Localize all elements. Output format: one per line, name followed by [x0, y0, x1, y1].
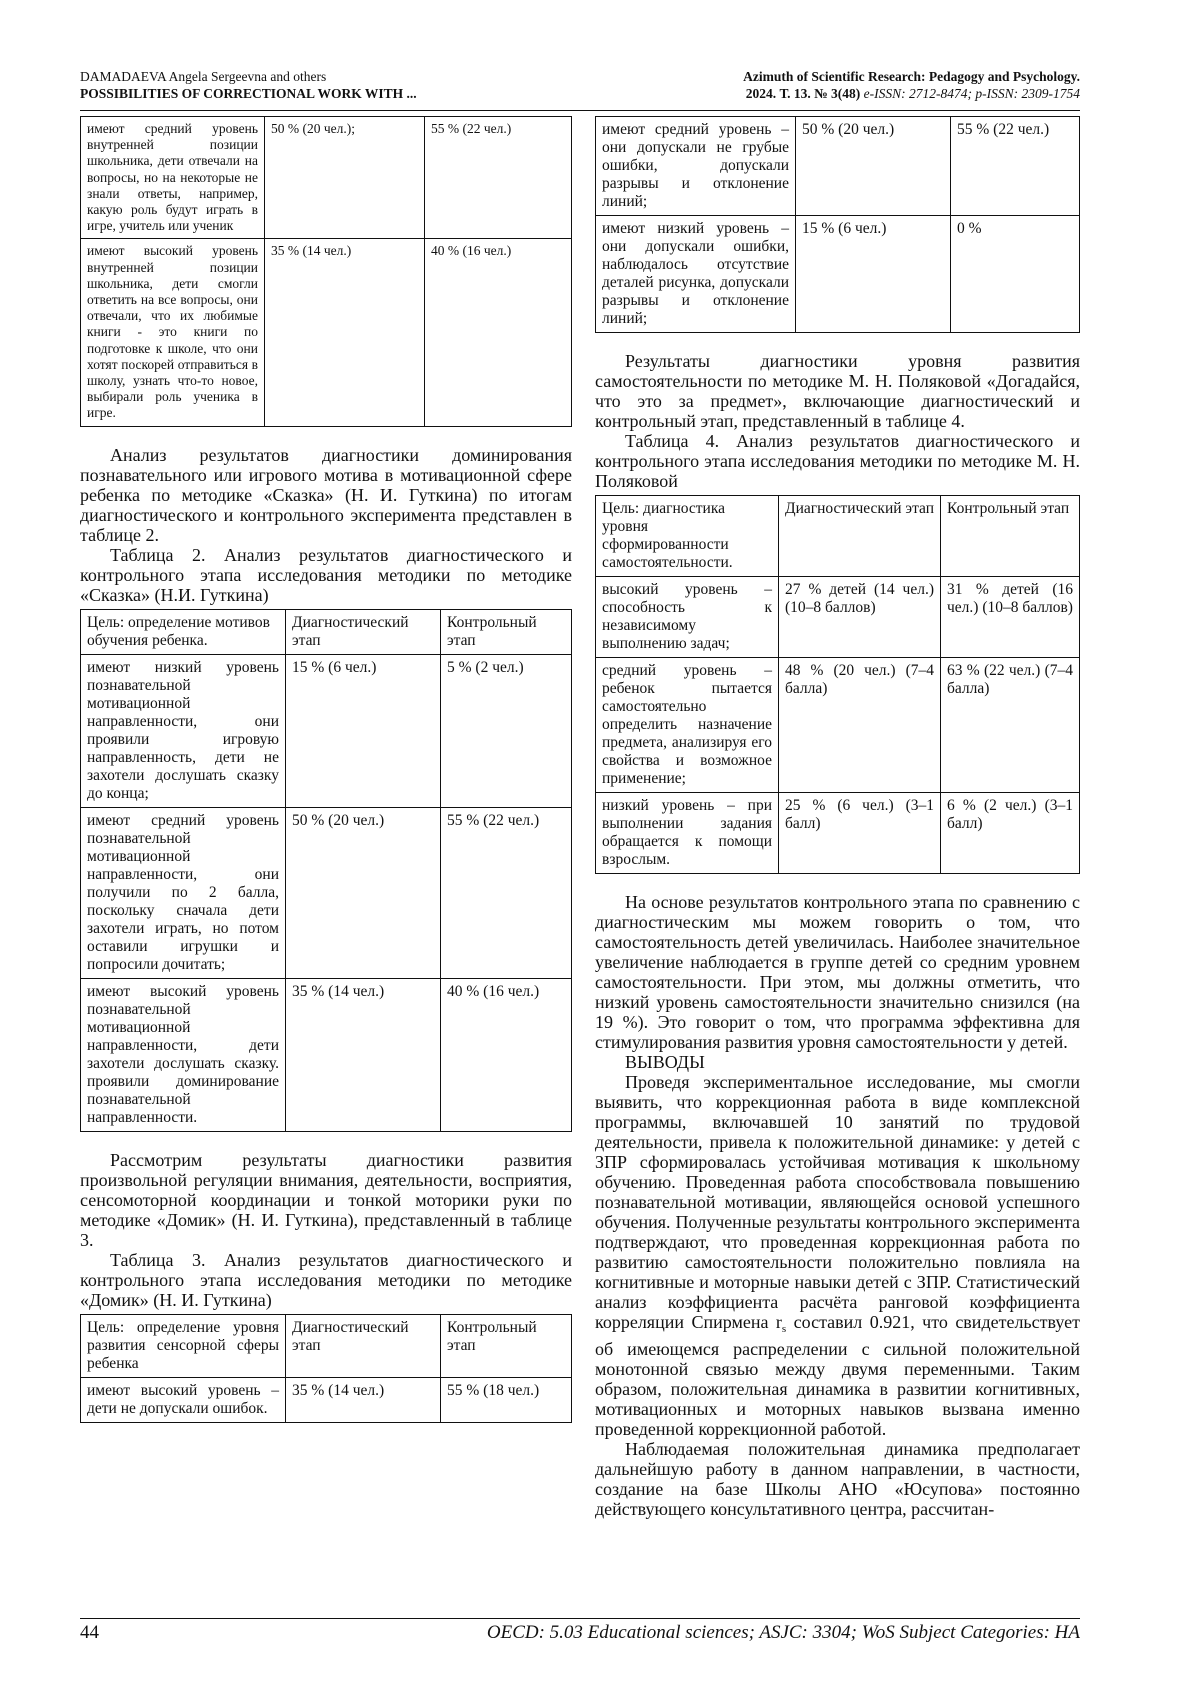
footer-classification: OECD: 5.03 Educational sciences; ASJC: 3304; WoS Subject Categories: HA [486, 1622, 1080, 1643]
table-cell-ctrl: 6 % (2 чел.) (3–1 балл) [941, 793, 1080, 874]
table-row [596, 117, 1080, 216]
table-cell-ctrl: 55 % (22 чел.) [951, 117, 1080, 216]
table-cell-label: имеют средний уровень внутренней позиции школьника, дети отвечали на вопросы, но на некоторые не знали ответы, например, какую роль будут играть в игре, учитель или ученик [81, 117, 265, 239]
table-cell-diag: 25 % (6 чел.) (3–1 балл) [779, 793, 941, 874]
table-cell-label: низкий уровень – при выполнении задания обращается к помощи взрослым. [596, 793, 779, 874]
table-3-caption: Таблица 3. Анализ результатов диагностического и контрольного этапа исследования методики по методике «Домик» (Н. И. Гуткина) [80, 1249, 572, 1310]
table-cell-ctrl: 55 % (22 чел.) [425, 117, 572, 239]
table-cell-diag: 50 % (20 чел.); [265, 117, 425, 239]
table-cell-label: имеют высокий уровень познавательной мотивационной направленности, дети захотели дослушать сказку. проявили доминирование познавательной направленности. [81, 978, 286, 1131]
header-issn: e-ISSN: 2712-8474; p-ISSN: 2309-1754 [863, 86, 1080, 101]
table-cell-diag: 50 % (20 чел.) [286, 807, 441, 978]
table-row [81, 117, 572, 239]
table-cell-label: средний уровень – ребенок пытается самостоятельно определить назначение предмета, анализируя его свойства и возможное применение; [596, 658, 779, 793]
table-cell-ctrl: 63 % (22 чел.) (7–4 балла) [941, 658, 1080, 793]
table-cell-ctrl: 55 % (22 чел.) [441, 807, 572, 978]
table-header-row [81, 609, 572, 654]
table-cell-label: имеют средний уровень – они допускали не грубые ошибки, допускали разрывы и отклонение линий; [596, 117, 796, 216]
table-head-diag: Диагностический этап [779, 496, 941, 577]
table-cell-ctrl: 55 % (18 чел.) [441, 1377, 572, 1422]
table-cell-diag: 35 % (14 чел.) [265, 239, 425, 426]
header-rule [80, 110, 1080, 111]
table-cell-ctrl: 5 % (2 чел.) [441, 654, 572, 807]
table-cell-diag: 35 % (14 чел.) [286, 978, 441, 1131]
table-header-row [81, 1314, 572, 1377]
paragraph-3: Результаты диагностики уровня развития самостоятельности по методике М. Н. Поляковой «Догадайся, что это за предмет», включающие диагностический и контрольный этап, представленный в таблице 4. [595, 351, 1080, 431]
table-cell-label: имеют низкий уровень – они допускали ошибки, наблюдалось отсутствие деталей рисунка, допускали разрывы и отклонение линий; [596, 216, 796, 333]
left-column [80, 116, 572, 1423]
table-cell-label: имеют средний уровень познавательной мотивационной направленности, они получили по 2 балла, поскольку сначала дети захотели играть, но потом оставили игрушки и попросили дочитать; [81, 807, 286, 978]
header-journal: Azimuth of Scientific Research: Pedagogy and Psychology. [743, 69, 1080, 84]
table-cell-ctrl: 31 % детей (16 чел.) (10–8 баллов) [941, 577, 1080, 658]
table-row [81, 654, 572, 807]
table-head-label: Цель: определение мотивов обучения ребенка. [81, 609, 286, 654]
table-row [81, 807, 572, 978]
table-row [81, 1377, 572, 1422]
page-number: 44 [80, 1622, 99, 1643]
header-right [743, 68, 1080, 102]
table-3 [80, 1314, 572, 1423]
table-row [596, 216, 1080, 333]
paragraph-4: На основе результатов контрольного этапа по сравнению с диагностическим мы можем говорить о том, что самостоятельность детей увеличилась. Наиболее значительное увеличение наблюдается в группе детей со средним уровнем самостоятельности. При этом, мы должны отметить, что низкий уровень самостоятельности значительно снизился (на 19 %). Это говорит о том, что программа эффективна для стимулирования развития уровня самостоятельности у детей. [595, 892, 1080, 1052]
header-author: DAMADAEVA Angela Sergeevna and others [80, 69, 327, 84]
table-2-caption: Таблица 2. Анализ результатов диагностического и контрольного этапа исследования методики по методике «Сказка» (Н.И. Гуткина) [80, 544, 572, 605]
table-cell-diag: 50 % (20 чел.) [796, 117, 951, 216]
table-cell-diag: 27 % детей (14 чел.) (10–8 баллов) [779, 577, 941, 658]
table-head-label: Цель: определение уровня развития сенсорной сферы ребенка [81, 1314, 286, 1377]
table-cell-diag: 48 % (20 чел.) (7–4 балла) [779, 658, 941, 793]
right-column [595, 116, 1080, 1519]
table-cell-ctrl: 0 % [951, 216, 1080, 333]
table-4-caption: Таблица 4. Анализ результатов диагностического и контрольного этапа исследования методики по методике М. Н. Поляковой [595, 431, 1080, 491]
table-2 [80, 609, 572, 1132]
table-3-continuation [595, 116, 1080, 333]
conclusions-heading: ВЫВОДЫ [625, 1052, 705, 1072]
table-cell-label: имеют низкий уровень познавательной мотивационной направленности, они проявили игровую направленность, дети не захотели дослушать сказку до конца; [81, 654, 286, 807]
header-issue: 2024. Т. 13. № 3(48) [745, 86, 861, 101]
paragraph-6: Наблюдаемая положительная динамика предполагает дальнейшую работу в данном направлении, в частности, создание на базе Школы АНО «Юсупова» постоянно действующего консультативного центра, рассчитан- [595, 1439, 1080, 1519]
paragraph-2: Рассмотрим результаты диагностики развития произвольной регуляции внимания, деятельности, восприятия, сенсомоторной координации и тонкой моторики руки по методике «Домик» (Н. И. Гуткина), представленный в таблице 3. [80, 1149, 572, 1250]
table-row [596, 793, 1080, 874]
table-4 [595, 495, 1080, 874]
table-row [596, 658, 1080, 793]
running-header [80, 68, 1080, 108]
table-cell-diag: 35 % (14 чел.) [286, 1377, 441, 1422]
table-head-ctrl: Контрольный этап [441, 1314, 572, 1377]
table-cell-ctrl: 40 % (16 чел.) [441, 978, 572, 1131]
table-cell-label: имеют высокий уровень – дети не допускали ошибок. [81, 1377, 286, 1422]
paragraph-1: Анализ результатов диагностики доминирования познавательного или игрового мотива в мотивационной сфере ребенка по методике «Сказка» (Н. И. Гуткина) по итогам диагностического и контрольного эксперимента представлен в таблице 2. [80, 444, 572, 545]
header-left [80, 68, 417, 102]
paragraph-5: Проведя экспериментальное исследование, мы смогли выявить, что коррекционная работа в виде комплексной программы, включавшей 10 занятий по трудовой деятельности, привела к положительной динамике: у детей с ЗПР сформировалась устойчивая мотивация к школьному обучению. Проведенная работа способствовала повышению познавательной мотивации, являющейся основой успешного обучения. Полученные результаты контрольного эксперимента подтверждают, что проведенная коррекционная работа по развитию самостоятельности положительно повлияла на когнитивные и моторные навыки детей с ЗПР. Статистический анализ коэффициента расчёта ранговой коэффициента корреляции Спирмена $r_s$ составил 0.921, что свидетельствует об имеющемся распределении с сильной положительной монотонной связью между двумя переменными. Таким образом, положительная динамика в развитии когнитивных, мотивационных и моторных навыков вызвана именно проведенной коррекционной работой. [595, 1072, 1080, 1439]
table-head-diag: Диагностический этап [286, 1314, 441, 1377]
table-cell-label: имеют высокий уровень внутренней позиции школьника, дети смогли ответить на все вопросы, они отвечали, что их любимые книги - это книги по подготовке к школе, что они хотят поскорей отправиться в школу, узнать что-то новое, выбирали роль ученика в игре. [81, 239, 265, 426]
table-header-row [596, 496, 1080, 577]
table-head-label: Цель: диагностика уровня сформированности самостоятельности. [596, 496, 779, 577]
header-issue-line [743, 85, 1080, 102]
header-title: POSSIBILITIES OF CORRECTIONAL WORK WITH ... [80, 86, 417, 101]
table-head-ctrl: Контрольный этап [441, 609, 572, 654]
table-cell-diag: 15 % (6 чел.) [796, 216, 951, 333]
table-row [596, 577, 1080, 658]
table-cell-label: высокий уровень – способность к независимому выполнению задач; [596, 577, 779, 658]
table-row [81, 978, 572, 1131]
table-row [81, 239, 572, 426]
table-cell-diag: 15 % (6 чел.) [286, 654, 441, 807]
spearman-subscript: s [781, 1323, 787, 1335]
table-head-ctrl: Контрольный этап [941, 496, 1080, 577]
footer-rule [80, 1618, 1080, 1619]
table-cell-ctrl: 40 % (16 чел.) [425, 239, 572, 426]
table-head-diag: Диагностический этап [286, 609, 441, 654]
table-1-continuation [80, 116, 572, 427]
